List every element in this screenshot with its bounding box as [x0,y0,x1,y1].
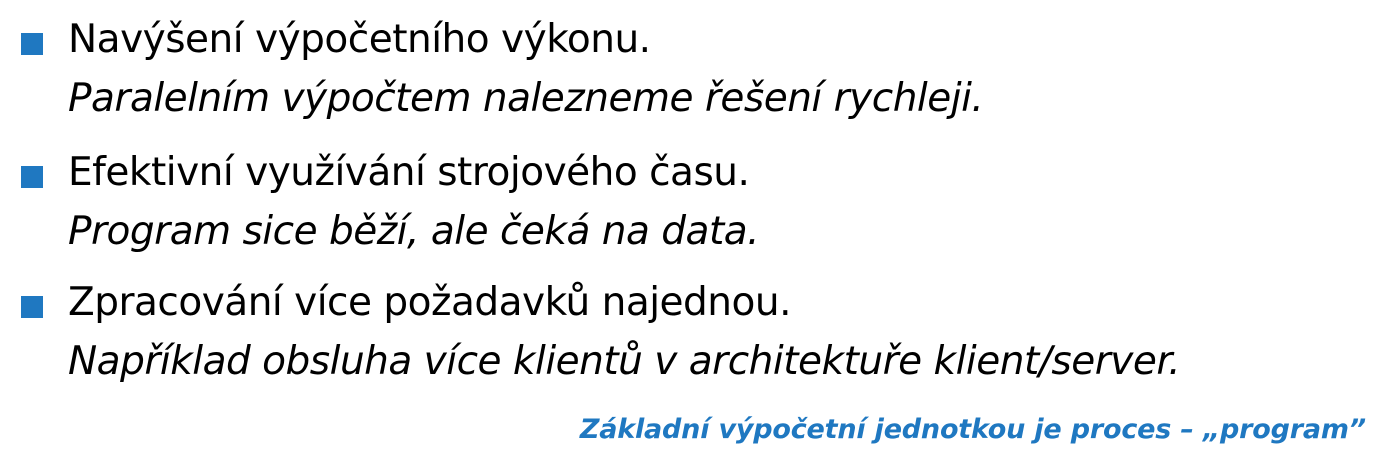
item-title: Efektivní využívání strojového času. [68,150,750,195]
item-subtitle: Například obsluha více klientů v architektuře klient/server. [68,339,1181,384]
square-bullet-icon [21,296,43,318]
footer-note: Základní výpočetní jednotkou je proces – „program” [579,414,1366,445]
item-title: Navýšení výpočetního výkonu. [68,17,651,62]
square-bullet-icon [21,33,43,55]
item-subtitle: Program sice běží, ale čeká na data. [68,209,760,254]
square-bullet-icon [21,166,43,188]
item-title: Zpracování více požadavků najednou. [68,280,792,325]
item-subtitle: Paralelním výpočtem nalezneme řešení rychleji. [68,76,984,121]
